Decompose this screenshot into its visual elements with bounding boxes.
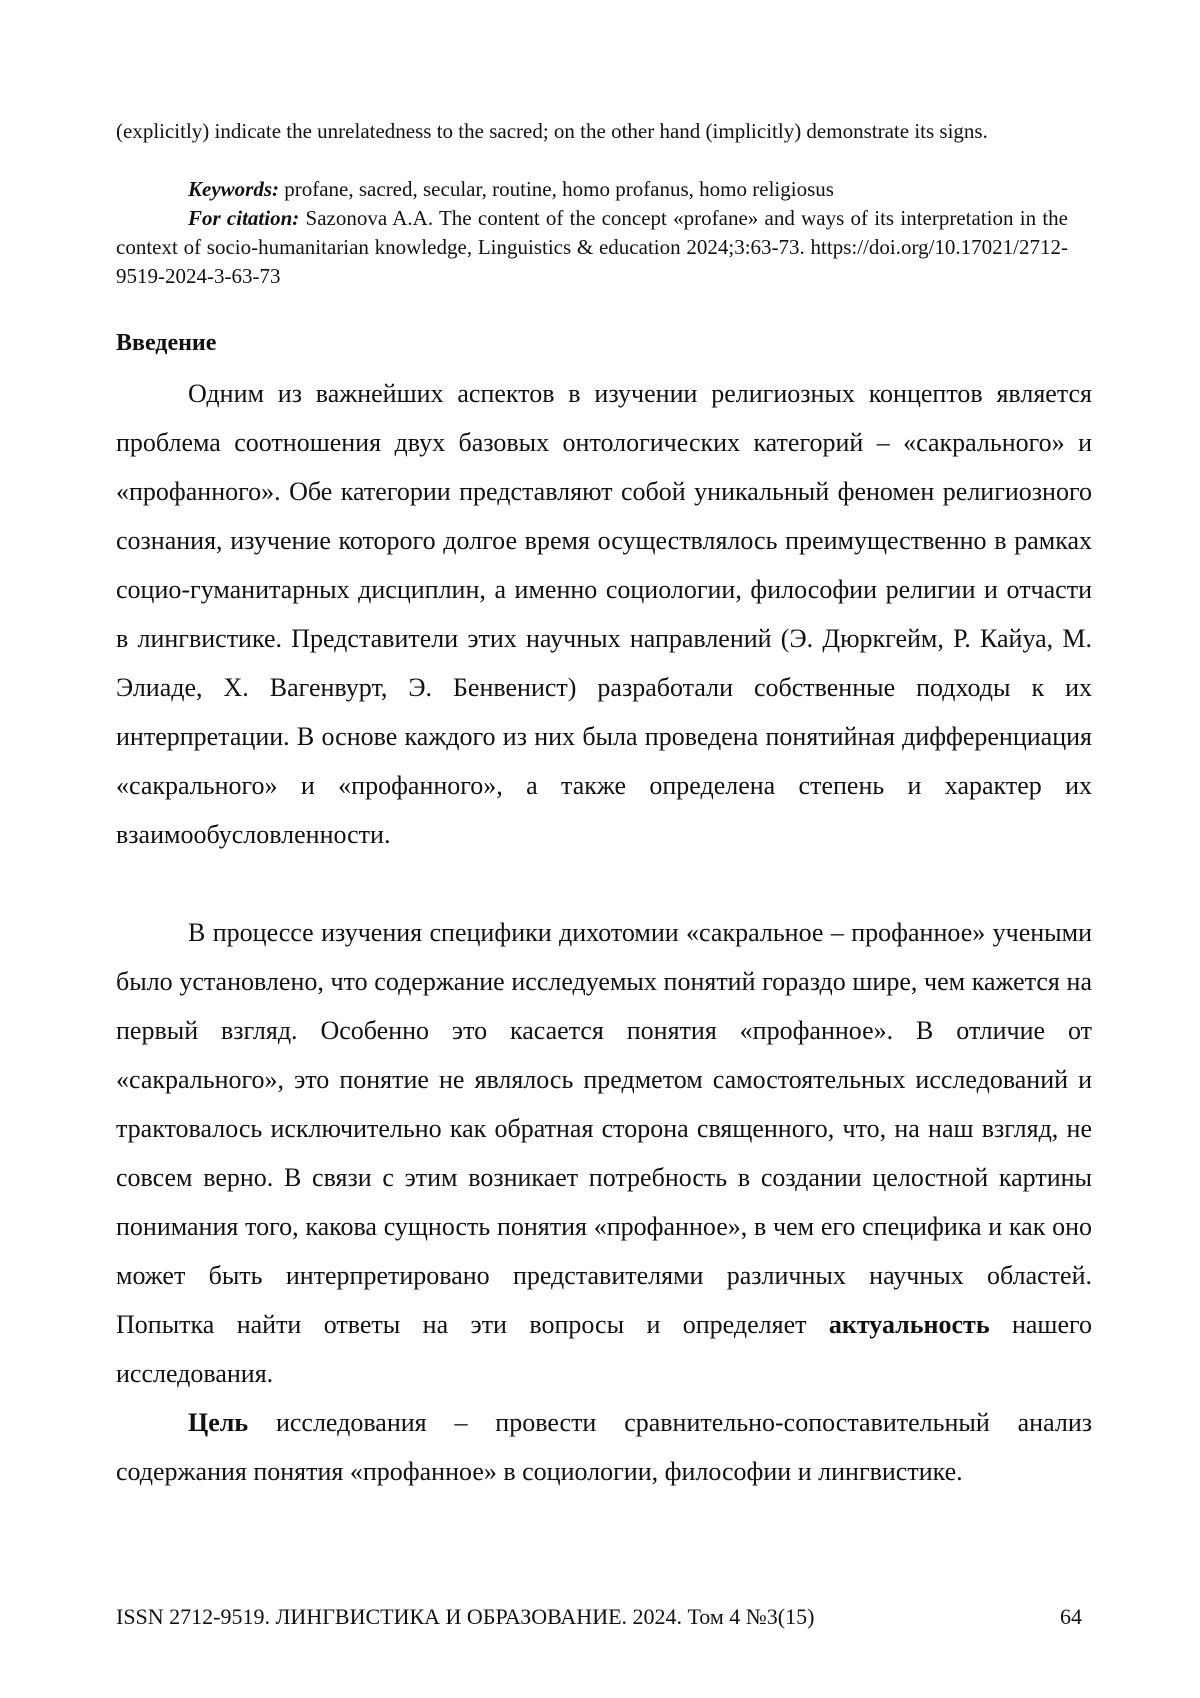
keywords-label: Keywords: [188, 177, 279, 201]
abstract-tail: (explicitly) indicate the unrelatedness to the sacred; on the other hand (implicitly) demonstrate its signs. [116, 119, 988, 143]
paragraph-2-bold: актуальность [828, 1310, 990, 1339]
paragraph-2-end: нашего исследования. [116, 1310, 1092, 1388]
paragraph-3-text: исследования – провести сравнительно-сопоставительный анализ содержания понятия «профанное» в социологии, философии и лингвистике. [116, 1408, 1092, 1486]
citation-line [116, 204, 1068, 291]
citation-text: Sazonova A.A. The content of the concept «profane» and ways of its interpretation in the context of socio-humanitarian knowledge, Linguistics & education 2024;3:63-73. https://doi.org/10.17021/2712-9519-2024-3-63-73 [116, 206, 1068, 288]
footer-journal: ISSN 2712-9519. ЛИНГВИСТИКА И ОБРАЗОВАНИЕ. 2024. Том 4 №3(15) [116, 1604, 815, 1629]
keywords-text: profane, sacred, secular, routine, homo profanus, homo religiosus [279, 177, 834, 201]
page-number: 64 [1060, 1604, 1082, 1629]
paragraph-1: Одним из важнейших аспектов в изучении религиозных концептов является проблема соотношения двух базовых онтологических категорий – «сакрального» и «профанного». Обе категории представляют собой уникальный феномен религиозного сознания, изучение которого долгое время осуществлялось преимущественно в рамках социо-гуманитарных дисциплин, а именно социологии, философии религии и отчасти в лингвистике. Представители этих научных направлений (Э. Дюркгейм, Р. Кайуа, М. Элиаде, Х. Вагенвурт, Э. Бенвенист) разработали собственные подходы к их интерпретации. В основе каждого из них была проведена понятийная дифференциация «сакрального» и «профанного», а также определена степень и характер их взаимообусловленности. [116, 379, 1092, 849]
section-heading: Введение [116, 330, 217, 356]
paragraph-3 [116, 1398, 1092, 1496]
citation-label: For citation: [188, 206, 300, 230]
paragraph-3-bold: Цель [188, 1408, 249, 1437]
paragraph-2-text: В процессе изучения специфики дихотомии «сакральное – профанное» учеными было установлено, что содержание исследуемых понятий гораздо шире, чем кажется на первый взгляд. Особенно это касается понятия «профанное». В отличие от «сакрального», это понятие не являлось предметом самостоятельных исследований и трактовалось исключительно как обратная сторона священного, что, на наш взгляд, не совсем верно. В связи с этим возникает потребность в создании целостной картины понимания того, какова сущность понятия «профанное», в чем его специфика и как оно может быть интерпретировано представителями различных научных областей. Попытка найти ответы на эти вопросы и определяет [116, 918, 1092, 1339]
keywords-line [116, 175, 1068, 204]
paragraph-2 [116, 908, 1092, 1398]
